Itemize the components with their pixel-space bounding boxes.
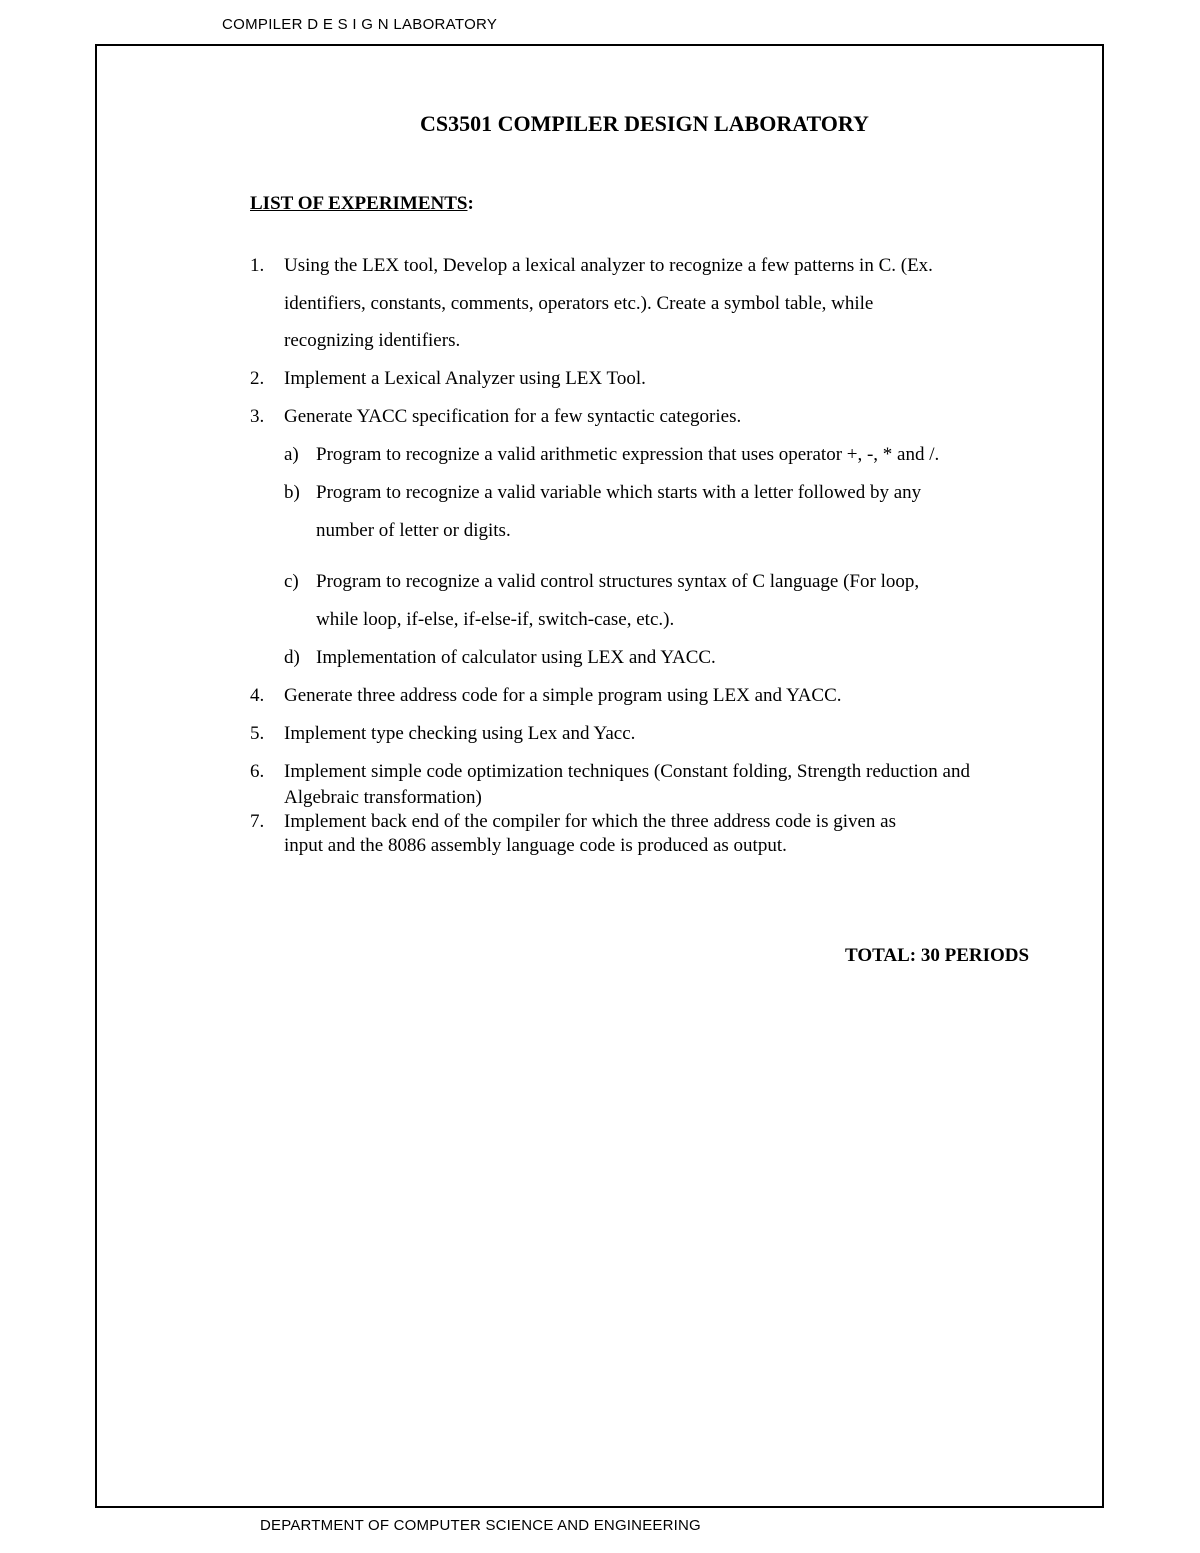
section-heading-text: LIST OF EXPERIMENTS xyxy=(250,193,468,214)
experiment-text-line: while loop, if-else, if-else-if, switch-case, etc.). xyxy=(316,609,675,630)
experiment-text-line: Implement type checking using Lex and Yacc. xyxy=(284,723,636,744)
experiment-number: 3. xyxy=(250,406,265,427)
experiment-text-line: Algebraic transformation) xyxy=(284,787,482,808)
experiment-text-line: input and the 8086 assembly language code is produced as output. xyxy=(284,835,787,856)
subitem-letter: a) xyxy=(284,444,299,465)
experiment-text-line: identifiers, constants, comments, operators etc.). Create a symbol table, while xyxy=(284,293,874,314)
page-header: COMPILER D E S I G N LABORATORY xyxy=(222,16,498,33)
experiment-text-line: Using the LEX tool, Develop a lexical analyzer to recognize a few patterns in C. (Ex. xyxy=(284,255,933,276)
experiment-text-line: recognizing identifiers. xyxy=(284,330,461,351)
experiment-text-line: Implement back end of the compiler for which the three address code is given as xyxy=(284,811,897,832)
document-title: CS3501 COMPILER DESIGN LABORATORY xyxy=(420,111,869,136)
page-footer: DEPARTMENT OF COMPUTER SCIENCE AND ENGINEERING xyxy=(260,1517,701,1534)
experiment-text-line: Program to recognize a valid arithmetic expression that uses operator +, -, * and /. xyxy=(316,444,940,465)
total-periods: TOTAL: 30 PERIODS xyxy=(845,945,1030,966)
section-heading xyxy=(250,193,474,215)
experiment-text-line: Generate three address code for a simple program using LEX and YACC. xyxy=(284,685,842,706)
experiment-text-line: number of letter or digits. xyxy=(316,520,511,541)
experiment-number: 7. xyxy=(250,811,265,832)
experiment-text-line: Program to recognize a valid control structures syntax of C language (For loop, xyxy=(316,571,920,592)
experiment-text-line: Generate YACC specification for a few syntactic categories. xyxy=(284,406,742,427)
experiment-text-line: Implement a Lexical Analyzer using LEX Tool. xyxy=(284,368,646,389)
experiment-number: 4. xyxy=(250,685,265,706)
experiment-number: 6. xyxy=(250,761,265,782)
subitem-letter: c) xyxy=(284,571,299,592)
subitem-letter: b) xyxy=(284,482,300,503)
experiment-text-line: Implementation of calculator using LEX and YACC. xyxy=(316,647,716,668)
experiment-number: 5. xyxy=(250,723,265,744)
section-heading-colon: : xyxy=(467,193,474,214)
experiment-number: 2. xyxy=(250,368,265,389)
experiment-text-line: Implement simple code optimization techniques (Constant folding, Strength reduction and xyxy=(284,761,970,782)
experiment-text-line: Program to recognize a valid variable which starts with a letter followed by any xyxy=(316,482,922,503)
experiment-number: 1. xyxy=(250,255,265,276)
subitem-letter: d) xyxy=(284,647,300,668)
